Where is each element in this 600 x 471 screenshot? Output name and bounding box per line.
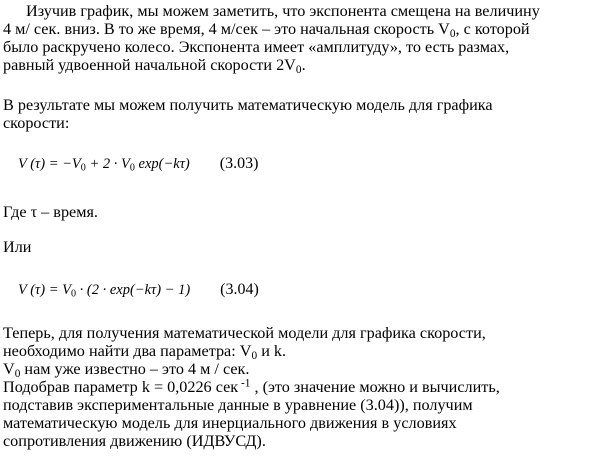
subscript: 0	[295, 63, 302, 76]
para3-line7: сопротивления движению (ИДВУСД).	[3, 432, 266, 450]
text-span: равный удвоенной начальной скорости 2V	[3, 56, 296, 74]
para1-line3: было раскручено колесо. Экспонента имеет «амплитуду», то есть размах,	[3, 38, 510, 56]
or-line: Или	[3, 238, 32, 256]
formula-3-03	[18, 155, 258, 173]
equation-number: (3.04)	[220, 281, 259, 298]
subscript: 0	[80, 162, 86, 174]
para2-line2: скорости:	[3, 114, 70, 132]
text-span: нам уже известно – это 4 м / сек.	[20, 360, 250, 378]
subscript: 0	[70, 288, 77, 300]
para3-line2	[3, 342, 286, 360]
para3-line3	[3, 360, 249, 378]
formula-rhs: exp(−kτ)	[134, 156, 190, 172]
where-line: Где τ – время.	[3, 203, 98, 221]
subscript: 0	[14, 367, 21, 380]
text-span: .	[301, 56, 306, 74]
para1-line2	[3, 20, 530, 38]
para3-line6: математическую модель для инерциального движения в условиях	[3, 414, 457, 432]
text-span: 4 м/ сек. вниз. В то же время, 4 м/сек – это начальная скорость V	[3, 20, 450, 38]
subscript: 0	[129, 162, 135, 174]
superscript: -1	[238, 377, 251, 390]
subscript: 0	[449, 27, 456, 40]
formula-mid: + 2 · V	[85, 156, 130, 172]
text-span: V	[3, 360, 15, 378]
text-span: Подобрав параметр k = 0,0226 сек	[3, 378, 239, 396]
formula-rhs: · (2 · exp(−kτ) − 1)	[76, 282, 191, 298]
formula-3-04	[18, 281, 259, 299]
formula-lhs: V (τ) = −V	[18, 156, 81, 172]
formula-lhs: V (τ) = V	[18, 282, 71, 298]
subscript: 0	[251, 349, 258, 362]
text-span: необходимо найти два параметра: V	[3, 342, 252, 360]
para1-line1: Изучив график, мы можем заметить, что экспонента смещена на величину	[26, 2, 540, 20]
para2-line1: В результате мы можем получить математическую модель для графика	[3, 96, 493, 114]
para3-line5: подставив экспериментальные данные в уравнение (3.04)), получим	[3, 396, 473, 414]
para3-line1: Теперь, для получения математической модели для графика скорости,	[3, 324, 486, 342]
equation-number: (3.03)	[219, 155, 259, 172]
para1-line4	[3, 56, 306, 74]
text-span: , с которой	[455, 20, 530, 38]
text-span: , (это значение можно и вычислить,	[250, 378, 500, 396]
para3-line4	[3, 378, 500, 396]
text-span: и k.	[257, 342, 287, 360]
